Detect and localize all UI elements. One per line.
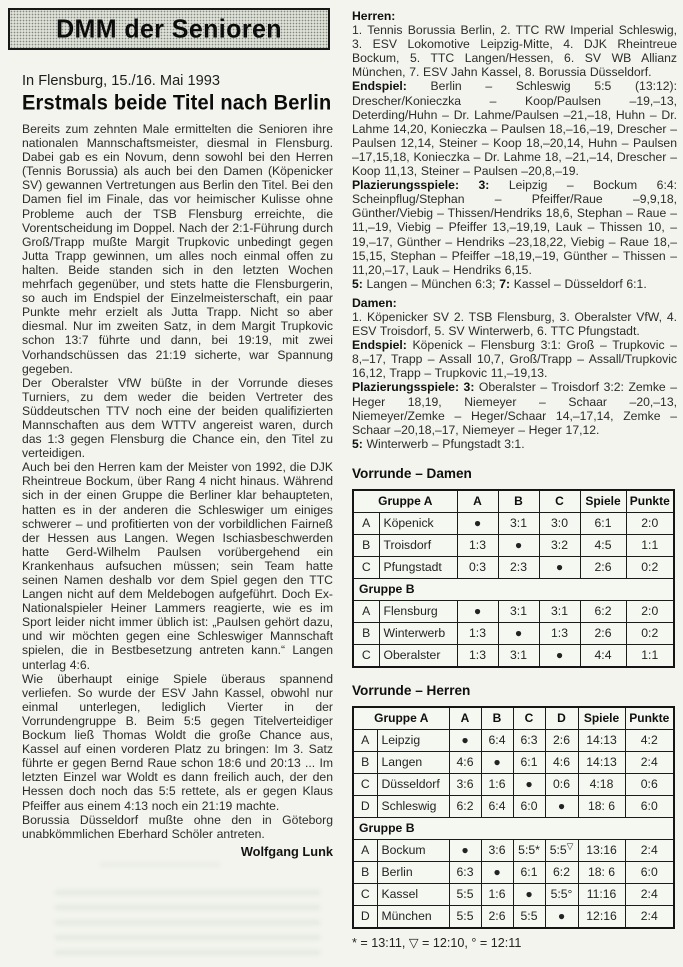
score-cell: 2:0 <box>626 600 674 622</box>
score-cell: 1:3 <box>457 534 498 556</box>
results-final <box>352 79 677 178</box>
scan-bleed-texture <box>55 890 320 960</box>
row-letter: B <box>353 534 379 556</box>
author-byline: Wolfgang Lunk <box>240 843 333 859</box>
score-cell: 6:2 <box>580 600 626 622</box>
vorrunde-damen-table <box>352 489 675 668</box>
footnote-marker: ▽ <box>566 841 574 852</box>
score-cell: 0:2 <box>626 622 674 644</box>
results-placement <box>352 380 677 436</box>
row-letter: A <box>353 512 379 534</box>
score-cell: 2:6 <box>580 556 626 578</box>
score-cell: 2:6 <box>580 622 626 644</box>
table-row <box>353 600 674 622</box>
score-cell: 5:5 <box>449 905 481 928</box>
team-name: Winterwerb <box>379 622 457 644</box>
table-row <box>353 861 674 883</box>
score-cell: 5:5* <box>513 839 545 861</box>
team-name: Oberalster <box>379 644 457 667</box>
article-kicker: DMM der Senioren <box>56 13 282 44</box>
row-letter: A <box>353 600 379 622</box>
score-cell: ● <box>481 751 513 773</box>
row-letter: A <box>353 729 377 751</box>
team-name: Troisdorf <box>379 534 457 556</box>
team-name: Köpenick <box>379 512 457 534</box>
score-cell: 5:5▽ <box>545 839 578 861</box>
score-cell: ● <box>457 512 498 534</box>
score-cell: 0:3 <box>457 556 498 578</box>
result-bold-label: Plazierungsspiele: 3: <box>352 178 509 193</box>
result-text-run: Winterwerb – Pfungstadt 3:1. <box>366 436 525 451</box>
article-paragraph: Wie überhaupt einige Spiele überaus spannend verliefen. So wurde der ESV Jahn Kassel, obwohl nur einmal unterlegen, lediglich Vierter in der Vorrundengruppe B. Beim 5:5 gegen Titelverteidiger Bockum ließ Thomas Woldt die große Chance aus, Kassel auf einen vorderen Platz zu bringen: Im 3. Satz führte er gegen Bernd Raue schon 18:6 und 20:13 ... Im letzten Einzel war Woldt es dann freilich auch, der den Hessen doch noch das 5:5 rettete, als er gegen Klaus Pfeiffer aus einem 4:13 noch ein 21:19 machte. <box>22 671 333 813</box>
team-name: Berlin <box>377 861 449 883</box>
score-cell: ● <box>481 861 513 883</box>
score-cell: 11:16 <box>578 883 625 905</box>
result-bold-label: Plazierungsspiele: 3: <box>352 380 479 395</box>
score-cell: 6:0 <box>625 795 674 817</box>
table-row <box>353 773 674 795</box>
score-cell: 18: 6 <box>578 861 625 883</box>
column-header: C <box>539 490 580 513</box>
table-row <box>353 729 674 751</box>
score-cell: 4:5 <box>580 534 626 556</box>
score-cell: 3:0 <box>539 512 580 534</box>
score-cell: ● <box>449 839 481 861</box>
results-final <box>352 338 677 380</box>
score-cell: 4:6 <box>545 751 578 773</box>
score-cell: 2:0 <box>626 512 674 534</box>
score-cell: ● <box>539 644 580 667</box>
score-cell: 13:16 <box>578 839 625 861</box>
team-name: Düsseldorf <box>377 773 449 795</box>
score-cell: 2:4 <box>625 751 674 773</box>
score-cell: 18: 6 <box>578 795 625 817</box>
score-cell: 6:1 <box>513 861 545 883</box>
results-ranking <box>352 310 677 338</box>
result-text-run: 1. Tennis Borussia Berlin, 2. TTC RW Imperial Schleswig, 3. ESV Lokomotive Leipzig-Mitte, 4. DJK Rheintreue Bockum, 5. TTC Langen/Hessen, 6. SV WB Allianz München, 7. ESV Jahn Kassel, 8. Borussia Düsseldorf. <box>352 23 677 80</box>
score-cell: 0:6 <box>545 773 578 795</box>
table-row <box>353 795 674 817</box>
row-letter: B <box>353 861 377 883</box>
team-name: Schleswig <box>377 795 449 817</box>
result-text-run: Berlin – Schleswig 5:5 (13:12): Drescher/Konieczka – Koop/Paulsen –19,–13, Deterding/Huhn – Dr. Lahme/Paulsen –21,–18, Huhn – Dr. Lahme 14,20, Konieczka – Paulsen 18,–16,–19, Drescher – Paulsen 12,14, Steiner – Koop 18,–20,14, Huhn – Paulsen –17,15,18, Konieczka – Dr. Lahme 18, –21,–14, Drescher – Koop 11,13, Steiner – Paulsen –20,8,–19. <box>352 79 677 179</box>
score-cell: 1:1 <box>626 644 674 667</box>
column-header: Punkte <box>626 490 674 513</box>
team-name: Langen <box>377 751 449 773</box>
score-cell: 3:1 <box>498 644 539 667</box>
result-text-run: Köpenick – Flensburg 3:1: Groß – Trupkovic –8,–17, Trapp – Assall 10,7, Groß/Trapp – Assall/Trupkovic 16,12, Trapp – Trupkovic 11,–19,13. <box>352 338 677 381</box>
dateline: In Flensburg, 15./16. Mai 1993 <box>22 73 220 89</box>
score-cell: ● <box>513 773 545 795</box>
results-ranking <box>352 23 677 79</box>
score-cell: 1:3 <box>457 644 498 667</box>
group-label: Gruppe B <box>353 817 674 839</box>
group-label: Gruppe B <box>353 578 674 600</box>
score-cell: ● <box>449 729 481 751</box>
score-cell: 3:1 <box>498 512 539 534</box>
column-header: Spiele <box>580 490 626 513</box>
column-header: A <box>457 490 498 513</box>
score-cell: 4:6 <box>449 751 481 773</box>
score-cell: 3:6 <box>449 773 481 795</box>
result-bold-label: Endspiel: <box>352 338 413 353</box>
team-name: München <box>377 905 449 928</box>
scan-bleed-texture <box>100 862 220 876</box>
result-bold-label: 5: <box>352 276 367 291</box>
score-cell: 12:16 <box>578 905 625 928</box>
score-cell: 4:4 <box>580 644 626 667</box>
vorrunde-herren-table <box>352 706 675 929</box>
table-row <box>353 512 674 534</box>
table-row <box>353 839 674 861</box>
result-bold-label: Damen: <box>352 295 397 310</box>
column-header: Punkte <box>625 707 674 730</box>
result-text-run: 1. Köpenicker SV 2. TSB Flensburg, 3. Oberalster VfW, 4. ESV Troisdorf, 5. SV Winterwerb, 6. TTC Pfungstadt. <box>352 309 677 339</box>
score-cell: ● <box>498 534 539 556</box>
score-cell: 2:4 <box>625 883 674 905</box>
score-cell: 4:2 <box>625 729 674 751</box>
result-text-run: Langen – München 6:3; <box>366 276 500 291</box>
table-header-row <box>353 707 674 730</box>
table-row <box>353 556 674 578</box>
column-header: B <box>481 707 513 730</box>
results-placement <box>352 437 677 451</box>
results-section-heading <box>352 296 677 310</box>
team-name: Flensburg <box>379 600 457 622</box>
team-name: Kassel <box>377 883 449 905</box>
row-letter: C <box>353 644 379 667</box>
score-cell: 1:3 <box>539 622 580 644</box>
score-cell: 3:1 <box>539 600 580 622</box>
column-header: C <box>513 707 545 730</box>
row-letter: C <box>353 773 377 795</box>
score-cell: 2:3 <box>498 556 539 578</box>
results-placement <box>352 277 677 291</box>
result-bold-label: 7: <box>499 276 514 291</box>
score-cell: 6:1 <box>513 751 545 773</box>
result-text-run: Kassel – Düsseldorf 6:1. <box>513 276 647 291</box>
score-cell: 6:1 <box>580 512 626 534</box>
row-letter: C <box>353 883 377 905</box>
score-cell: 2:6 <box>481 905 513 928</box>
score-cell: 3:1 <box>498 600 539 622</box>
table-title-damen: Vorrunde – Damen <box>352 465 472 481</box>
table-footnote: * = 13:11, ▽ = 12:10, ° = 12:11 <box>352 935 522 950</box>
article-paragraph: Auch bei den Herren kam der Meister von 1992, die DJK Rheintreue Bockum, über Rang 4 nicht hinaus. Während sich in der einen Gruppe die Berliner klar behaupteten, hatten es in der anderen die Schleswiger um einiges schwerer – und profitierten von der vorbildlichen Fairneß der Hessen aus Langen. Wegen Ischiasbeschwerden hatte Gerd-Wilhelm Paulsen vorübergehend ein Krankenhaus aufsuchen müssen; sein Team hatte seinen Namen deshalb vor dem Spiel gegen den TTC Langen nicht auf dem Meldebogen aufgeführt. Doch Ex-Nationalspieler Heiner Lammers reagierte, wie es im Sport leider nicht immer üblich ist: „Paulsen gehört dazu, und wir möchten gegen eine Schleswiger Mannschaft spielen, die in Bestbesetzung antreten kann.“ Langen unterlag 4:6. <box>22 460 333 672</box>
score-cell: 6:4 <box>481 795 513 817</box>
score-cell: 6:0 <box>513 795 545 817</box>
column-header: Spiele <box>578 707 625 730</box>
score-cell: ● <box>545 795 578 817</box>
article-paragraph: Der Oberalster VfW büßte in der Vorrunde dieses Turniers, zu dem weder die beiden Vertreter des Süddeutschen TTV noch eine der beiden qualifizierten Mannschaften aus dem WTTV angereist waren, durch das 1:3 gegen Flensburg die Chance ein, den Titel zu verteidigen. <box>22 375 333 461</box>
score-cell: 14:13 <box>578 729 625 751</box>
score-cell: 14:13 <box>578 751 625 773</box>
team-name: Pfungstadt <box>379 556 457 578</box>
score-cell: 0:2 <box>626 556 674 578</box>
score-cell: 1:3 <box>457 622 498 644</box>
score-cell: 1:6 <box>481 773 513 795</box>
score-cell: 3:6 <box>481 839 513 861</box>
score-cell: 3:2 <box>539 534 580 556</box>
score-cell: ● <box>539 556 580 578</box>
column-header: B <box>498 490 539 513</box>
result-text-run: Oberalster – Troisdorf 3:2: Zemke – Heger 18,19, Niemeyer – Schaar –20,–13, Niemeyer/Zemke – Heger/Schaar 14,–17,14, Zemke – Schaar –20,18,–17, Niemeyer – Heger 17,12. <box>352 380 677 437</box>
result-bold-label: Herren: <box>352 9 396 23</box>
score-cell: 1:1 <box>626 534 674 556</box>
score-cell: ● <box>498 622 539 644</box>
row-letter: D <box>353 905 377 928</box>
score-cell: ● <box>457 600 498 622</box>
article-paragraph: Bereits zum zehnten Male ermittelten die Senioren ihre nationalen Mannschaftsmeister, diesmal in Flensburg. Dabei gab es ein Novum, denn sowohl bei den Herren (Tennis Borussia) als auch bei den Damen (Köpenicker SV) gewannen Vertretungen aus Berlin den Titel. Bei den Damen fiel im Finale, das vor heimischer Kulisse ohne Probleme auch der TSB Flensburg erreichte, die Vorentscheidung im Doppel. Nach der 2:1-Führung durch Groß/Trapp mußte Margit Trupkovic unbedingt gegen Jutta Trapp gewinnen, um alles noch einmal offen zu halten. Beide standen sich in den letzten Wochen mehrfach gegenüber, und stets hatte die Flensburgerin, so auch im Endspiel der Einzelmeisterschaft, ein paar Punkte mehr erzielt als Jutta Trapp. Nicht so aber diesmal. Nur im zweiten Satz, in dem Margit Trupkovic schon 13:7 führte und dann, bei 19:19, mit zwei Vorhandschüssen das 21:19 sicherte, war Spannung gegeben. <box>22 122 333 376</box>
article-paragraph: Borussia Düsseldorf mußte ohne den in Göteborg unabkömmlichen Eberhard Schöler antreten. <box>22 812 333 841</box>
score-cell: 6:2 <box>545 861 578 883</box>
results-section-heading <box>352 9 677 23</box>
team-name: Bockum <box>377 839 449 861</box>
column-header: Gruppe A <box>353 490 457 513</box>
row-letter: B <box>353 622 379 644</box>
table-row <box>353 622 674 644</box>
score-cell: 4:18 <box>578 773 625 795</box>
score-cell: 2:4 <box>625 905 674 928</box>
column-header: Gruppe A <box>353 707 449 730</box>
row-letter: B <box>353 751 377 773</box>
table-row <box>353 751 674 773</box>
group-divider-row <box>353 817 674 839</box>
table-title-herren: Vorrunde – Herren <box>352 682 471 698</box>
score-cell: 6:3 <box>513 729 545 751</box>
score-cell: ● <box>513 883 545 905</box>
result-bold-label: Endspiel: <box>352 79 431 94</box>
table-row <box>353 534 674 556</box>
score-cell: 6:0 <box>625 861 674 883</box>
row-letter: A <box>353 839 377 861</box>
table-row <box>353 644 674 667</box>
article-column <box>22 8 333 859</box>
score-cell: 6:3 <box>449 861 481 883</box>
score-cell: 5:5° <box>545 883 578 905</box>
score-cell: 6:2 <box>449 795 481 817</box>
row-letter: C <box>353 556 379 578</box>
table-header-row <box>353 490 674 513</box>
table-row <box>353 905 674 928</box>
column-header: A <box>449 707 481 730</box>
score-cell: 1:6 <box>481 883 513 905</box>
result-bold-label: 5: <box>352 436 367 451</box>
article-headline: Erstmals beide Titel nach Berlin <box>22 91 332 115</box>
results-column <box>352 9 677 950</box>
column-header: D <box>545 707 578 730</box>
results-placement <box>352 178 677 277</box>
group-divider-row <box>353 578 674 600</box>
row-letter: D <box>353 795 377 817</box>
result-text-run: Leipzig – Bockum 6:4: Scheinpflug/Stephan – Pfeiffer/Raue –9,9,18, Günther/Viebig – Thissen/Hendriks 18,6, Stephan – Raue –11,–19, Viebig – Pfeiffer 13,–19,19, Lauk – Thissen 10, –19,–17, Günther – Hendriks –23,18,22, Viebig – Raue 18,–15,15, Stephan – Pfeiffer –18,19,–19, Günther – Thissen –11,20,–17, Lauk – Hendriks 6,15. <box>352 178 677 277</box>
score-cell: 6:4 <box>481 729 513 751</box>
score-cell: 0:6 <box>625 773 674 795</box>
score-cell: 5:5 <box>513 905 545 928</box>
table-row <box>353 883 674 905</box>
score-cell: 5:5 <box>449 883 481 905</box>
score-cell: 2:6 <box>545 729 578 751</box>
article-kicker-box <box>8 8 330 50</box>
score-cell: 2:4 <box>625 839 674 861</box>
team-name: Leipzig <box>377 729 449 751</box>
score-cell: ● <box>545 905 578 928</box>
